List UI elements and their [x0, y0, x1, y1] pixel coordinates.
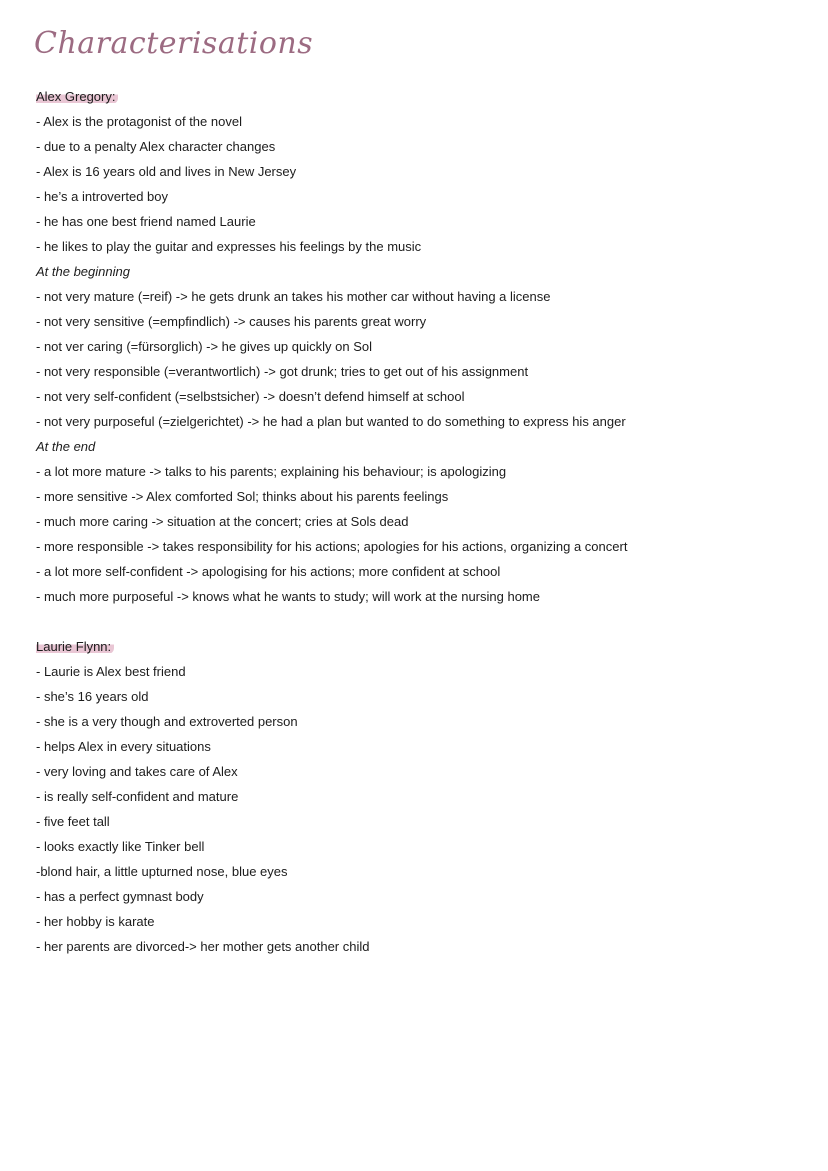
list-item: - Laurie is Alex best friend [36, 664, 186, 679]
list-item: - not very self-confident (=selbstsicher) -> doesn’t defend himself at school [36, 389, 465, 404]
heading-label-laurie: Laurie Flynn: [36, 639, 114, 654]
list-item: - she is a very though and extroverted person [36, 714, 298, 729]
section-heading-laurie [36, 639, 114, 655]
list-item: - is really self-confident and mature [36, 789, 239, 804]
list-item: - not very sensitive (=empfindlich) -> causes his parents great worry [36, 314, 427, 329]
section-heading-alex [36, 89, 118, 105]
page-title: Characterisations [34, 26, 314, 61]
list-item: - Alex is 16 years old and lives in New Jersey [36, 164, 297, 179]
list-item: - she’s 16 years old [36, 689, 149, 704]
list-item: - due to a penalty Alex character changes [36, 139, 276, 154]
list-item: - her parents are divorced-> her mother gets another child [36, 939, 370, 954]
list-item: - looks exactly like Tinker bell [36, 839, 205, 854]
list-item: - he likes to play the guitar and expresses his feelings by the music [36, 239, 422, 254]
subheading-end: At the end [36, 439, 96, 454]
subheading-beginning: At the beginning [36, 264, 130, 279]
list-item: - not very responsible (=verantwortlich) -> got drunk; tries to get out of his assignment [36, 364, 529, 379]
list-item: - much more purposeful -> knows what he wants to study; will work at the nursing home [36, 589, 540, 604]
list-item: - not very purposeful (=zielgerichtet) -> he had a plan but wanted to do something to express his anger [36, 414, 626, 429]
list-item: - not ver caring (=fürsorglich) -> he gives up quickly on Sol [36, 339, 372, 354]
list-item: -blond hair, a little upturned nose, blue eyes [36, 864, 288, 879]
list-item: - five feet tall [36, 814, 110, 829]
list-item: - he has one best friend named Laurie [36, 214, 256, 229]
list-item: - more responsible -> takes responsibility for his actions; apologies for his actions, organizing a concert [36, 539, 628, 554]
list-item: - Alex is the protagonist of the novel [36, 114, 242, 129]
list-item: - helps Alex in every situations [36, 739, 211, 754]
list-item: - has a perfect gymnast body [36, 889, 204, 904]
list-item: - more sensitive -> Alex comforted Sol; thinks about his parents feelings [36, 489, 449, 504]
list-item: - very loving and takes care of Alex [36, 764, 238, 779]
heading-label-alex: Alex Gregory: [36, 89, 118, 104]
list-item: - a lot more self-confident -> apologising for his actions; more confident at school [36, 564, 501, 579]
list-item: - not very mature (=reif) -> he gets drunk an takes his mother car without having a license [36, 289, 551, 304]
list-item: - her hobby is karate [36, 914, 155, 929]
list-item: - he’s a introverted boy [36, 189, 168, 204]
list-item: - a lot more mature -> talks to his parents; explaining his behaviour; is apologizing [36, 464, 507, 479]
list-item: - much more caring -> situation at the concert; cries at Sols dead [36, 514, 409, 529]
